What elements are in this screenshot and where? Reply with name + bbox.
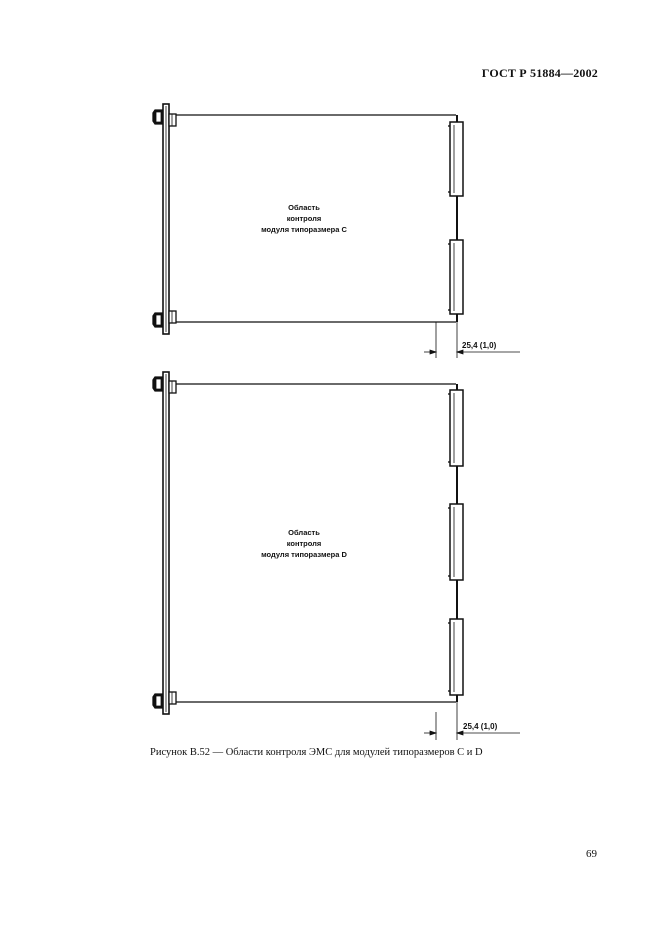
page-number: 69 [586,848,597,860]
module-d-dimension-marker [424,702,520,740]
module-c-dimension-label: 25,4 (1,0) [462,341,497,350]
module-c-connector-2 [448,240,463,314]
module-c-connector-1 [448,122,463,196]
module-c-dimension-marker [424,322,520,358]
module-d-dimension-label: 25,4 (1,0) [463,722,498,731]
module-d-connector-1 [448,390,463,466]
module-d-connector-3 [448,619,463,695]
module-d-connector-2 [448,504,463,580]
figure-caption: Рисунок В.52 — Области контроля ЭМС для модулей типоразмеров C и D [150,747,483,758]
module-d-area-label-line-3: модуля типоразмера D [261,550,347,559]
module-d-area-label-line-1: Область [288,528,320,537]
document-standard-header: ГОСТ Р 51884—2002 [481,66,598,80]
module-c-area-label-line-3: модуля типоразмера C [261,225,347,234]
module-c-area-label-line-1: Область [288,203,320,212]
module-d-area-label-line-2: контроля [286,539,322,548]
module-c-area-label-line-2: контроля [286,214,322,223]
